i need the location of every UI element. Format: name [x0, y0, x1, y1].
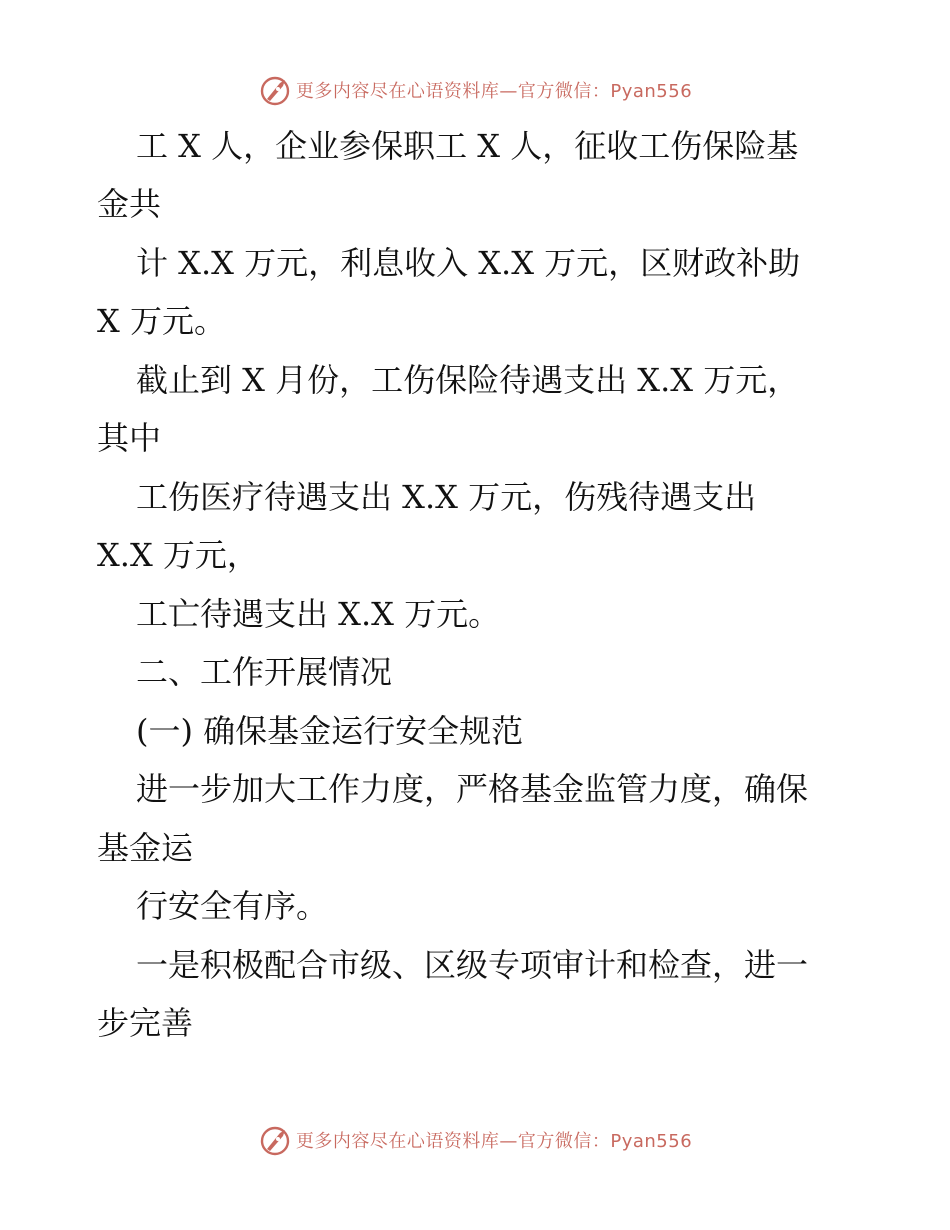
section-heading: 二、工作开展情况 — [136, 653, 393, 691]
text-line-4: X 万元。 — [97, 302, 226, 340]
watermark-header — [0, 70, 950, 110]
text-line-3: 计 X.X 万元，利息收入 X.X 万元，区财政补助 — [136, 244, 801, 282]
subsection-heading: (一) 确保基金运行安全规范 — [136, 712, 524, 750]
text-line-2: 金共 — [97, 185, 162, 223]
text-line-16: 步完善 — [97, 1004, 194, 1042]
text-line-12: 进一步加大工作力度，严格基金监管力度，确保 — [136, 770, 809, 808]
text-line-1: 工 X 人，企业参保职工 X 人，征收工伤保险基 — [136, 127, 799, 165]
text-line-13: 基金运 — [97, 829, 194, 867]
watermark-footer — [0, 1120, 950, 1160]
text-line-9: 工亡待遇支出 X.X 万元。 — [136, 595, 501, 633]
pen-nib-seal-icon — [258, 1122, 294, 1158]
text-line-7: 工伤医疗待遇支出 X.X 万元，伤残待遇支出 — [136, 478, 757, 516]
text-line-14: 行安全有序。 — [136, 887, 329, 925]
watermark-text: 更多内容尽在心语资料库—官方微信：Pyan556 — [295, 81, 693, 102]
pen-nib-seal-icon — [258, 72, 294, 108]
text-line-6: 其中 — [97, 419, 162, 457]
text-line-5: 截止到 X 月份，工伤保险待遇支出 X.X 万元， — [136, 361, 800, 399]
text-line-8: X.X 万元， — [97, 536, 259, 574]
text-line-15: 一是积极配合市级、区级专项审计和检查，进一 — [136, 946, 809, 984]
watermark-text: 更多内容尽在心语资料库—官方微信：Pyan556 — [295, 1131, 693, 1152]
